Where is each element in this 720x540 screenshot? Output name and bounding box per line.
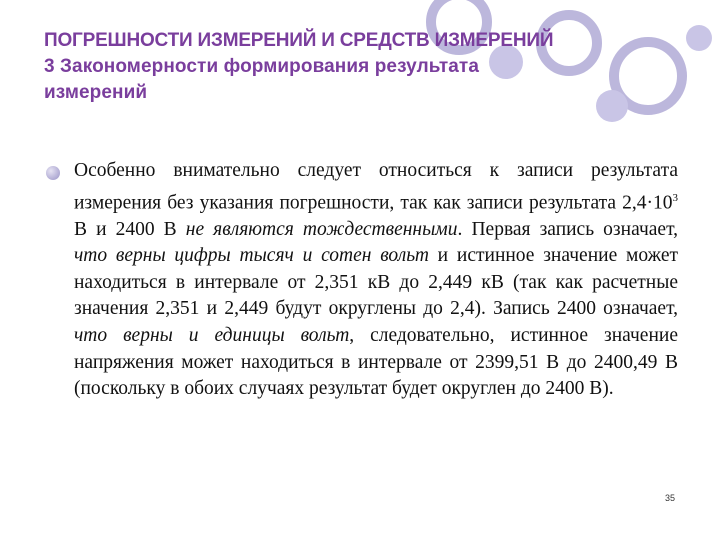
italic-part-3: что верны и единицы вольт	[74, 325, 350, 347]
title-heading: ПОГРЕШНОСТИ ИЗМЕРЕНИЙ И СРЕДСТВ ИЗМЕРЕНИЙ	[44, 30, 554, 51]
bullet-icon	[46, 166, 60, 180]
italic-part-2: что верны цифры тысяч и сотен вольт	[74, 245, 429, 267]
title-subheading: 3 Закономерности формирования результата измерений	[44, 56, 479, 103]
page-number: 35	[665, 493, 676, 503]
superscript-exponent: 3	[672, 191, 678, 204]
text-part-4: и истинное значение может находиться в интервале от 2,351 кВ до 2,449 кВ (так как расчетные значения 2,351 и 2,449 будут округлены до 2,4). Запись 2400 означает,	[74, 245, 679, 320]
text-part-5: , следовательно, истинное значение напряжения может находиться в интервале от 2399,51 В до 2400,49 В (поскольку в обоих случаях результат будет округлен до 2400 В).	[74, 325, 678, 400]
text-part-3: . Первая запись означает,	[457, 218, 678, 240]
text-part-2: В и 2400 В	[74, 218, 186, 240]
slide-title	[44, 28, 564, 106]
italic-part-1: не являются тождественными	[185, 218, 458, 240]
dot-2	[596, 90, 628, 122]
body-paragraph	[74, 158, 678, 403]
text-part-1: Особенно внимательно следует относиться к записи результата измерения без указания погрешности, так как записи результата 2,4·10	[74, 160, 678, 214]
dot-3	[686, 25, 712, 51]
